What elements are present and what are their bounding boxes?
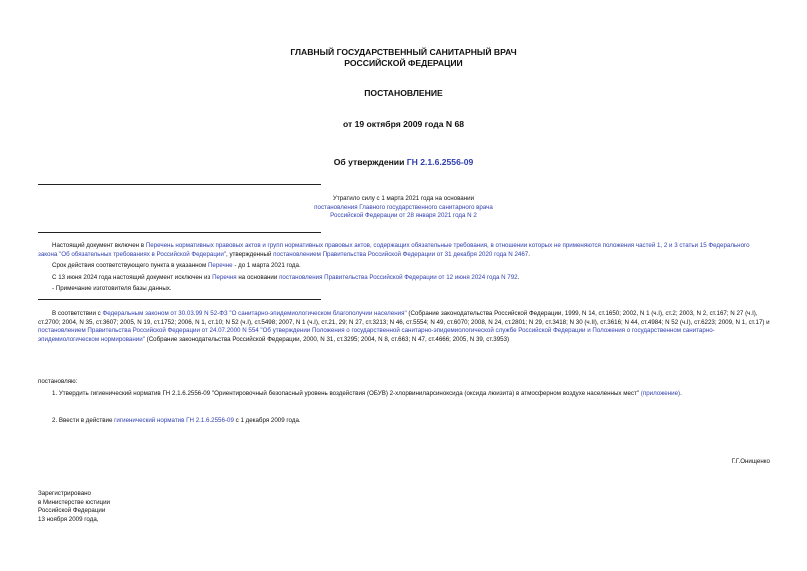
doc-subject (0, 157, 807, 168)
editorial-paragraph-4: - Примечание изготовителя базы данных. (52, 285, 172, 292)
text: 1. Утвердить гигиенический норматив ГН 2.1.6.2556-09 "Ориентировочный безопасный уровень воздействия (ОБУВ) 2-хлорвиниларсиноксида (оксида люизита) в атмосферном воздухе населенных мест" (52, 390, 640, 397)
law-link[interactable]: и 3 статьи 15 Федерального закона "Об обязательных требованиях в Российской Федерации" (38, 242, 750, 258)
resolved-word: постановляю: (38, 378, 78, 385)
editorial-paragraph-1 (38, 242, 770, 259)
editorial-paragraph-2 (38, 262, 770, 271)
item-2-text (38, 417, 770, 426)
preamble-paragraph (38, 310, 770, 344)
signature: Г.Г.Онищенко (731, 458, 770, 465)
status-link-2[interactable]: Российской Федерации от 28 января 2021 года N 2 (330, 212, 477, 219)
perechen-link[interactable]: Перечень нормативных правовых актов и групп нормативных правовых актов, содержащих обязательные требования, в отношении которых не применяются положения частей 1, 2 (145, 242, 668, 249)
federal-law-link[interactable]: Федеральным законом от 30.03.99 N 52-ФЗ "О санитарно-эпидемиологическом благополучии населения" (102, 310, 407, 317)
item-1-text (38, 390, 770, 399)
text: 2. Ввести в действие (52, 417, 113, 424)
government-decree-link[interactable]: постановлением Правительства Российской Федерации от 24.07.2000 N 554 "Об утверждении Положения о государственной санитарно-эпидемиологической службе Российской Федерации и Положения о государственном санитарно-эпидемиологическом нормировании" (38, 327, 715, 343)
divider (38, 184, 321, 185)
text: Срок действия соответствующего пункта в указанном (52, 262, 207, 269)
text: . (517, 273, 520, 281)
perechen-link[interactable]: Перечня (212, 273, 237, 281)
status-line-1: Утратило силу с 1 марта 2021 года на основании (332, 195, 475, 202)
registration-line-2: в Министерстве юстиции (38, 498, 111, 506)
subject-prefix: Об утверждении (333, 157, 405, 167)
text: - до 1 марта 2021 года. (234, 262, 301, 269)
norm-link[interactable]: гигиенический норматив (114, 417, 185, 424)
item-2 (38, 417, 770, 426)
text: (Собрание законодательства Российской Федерации, 2000, N 31, ст.3295; 2004, N 8, ст.663; N 47, ст.4666; 2005, N 39, ст.3953) (146, 335, 510, 343)
text: Настоящий документ включен в (52, 242, 145, 249)
text: . (680, 390, 682, 397)
text: (Собрание законодательства Российской Федерации, 1999, N 14, ст.1650; 2002, N 1 (ч.I), ст.2; 2003, N 2, ст.167; N 27 (ч.I), ст.2700; 2004, N 35, ст.3607; 2005, N 19, ст.1752; 2006, N 1, ст.10; N 52 (ч.I), ст.5498; 2007, N 1 (ч.I), ст.21, 29; N 27, ст.3213; N 46, ст.5554; N 49, ст.6070; 2008, N 24, ст.2801; N 29, ст.3418; N 30 (ч.II), ст.3616; N 44, ст.4984; N 52 (ч.I), ст.6223; 2009, N 1, ст.17) и (38, 310, 770, 326)
perechen-link[interactable]: Перечне (207, 262, 233, 269)
registration-line-3: Российской Федерации (38, 507, 106, 514)
text: на основании (238, 273, 278, 281)
divider (38, 299, 321, 300)
status-note (0, 195, 807, 221)
subject-link[interactable]: ГН 2.1.6.2556-09 (406, 157, 474, 167)
doc-type: ПОСТАНОВЛЕНИЕ (364, 88, 443, 98)
appendix-link[interactable]: (приложение) (640, 390, 681, 397)
text: с 1 декабря 2009 года. (235, 417, 301, 424)
text: , утвержденный (226, 250, 272, 258)
text: В соответствии с (52, 310, 101, 317)
registration-line-4: 13 ноября 2009 года, (38, 515, 99, 523)
preamble (38, 310, 770, 344)
norm-number-link[interactable]: ГН 2.1.6.2556-09 (186, 417, 234, 424)
text: . (528, 250, 530, 258)
status-link-1[interactable]: постановления Главного государственного санитарного врача (314, 203, 493, 211)
text: С 13 июня 2024 года настоящий документ исключен из (52, 273, 211, 281)
issuer-title (0, 47, 807, 69)
government-decree-link[interactable]: постановлением Правительства Российской Федерации от 31 декабря 2020 года N 2467 (273, 250, 529, 258)
editorial-paragraph-3 (38, 274, 770, 283)
government-decree-link[interactable]: постановления Правительства Российской Федерации от 12 июня 2024 года N 792 (279, 273, 518, 281)
registration-note (38, 490, 110, 524)
issuer-line-1: ГЛАВНЫЙ ГОСУДАРСТВЕННЫЙ САНИТАРНЫЙ ВРАЧ (290, 47, 517, 57)
item-1 (38, 390, 770, 399)
editorial-note (38, 242, 770, 294)
issuer-line-2: РОССИЙСКОЙ ФЕДЕРАЦИИ (344, 58, 463, 68)
doc-date-number: от 19 октября 2009 года N 68 (342, 119, 465, 129)
registration-line-1: Зарегистрировано (38, 490, 91, 497)
divider (38, 232, 321, 233)
